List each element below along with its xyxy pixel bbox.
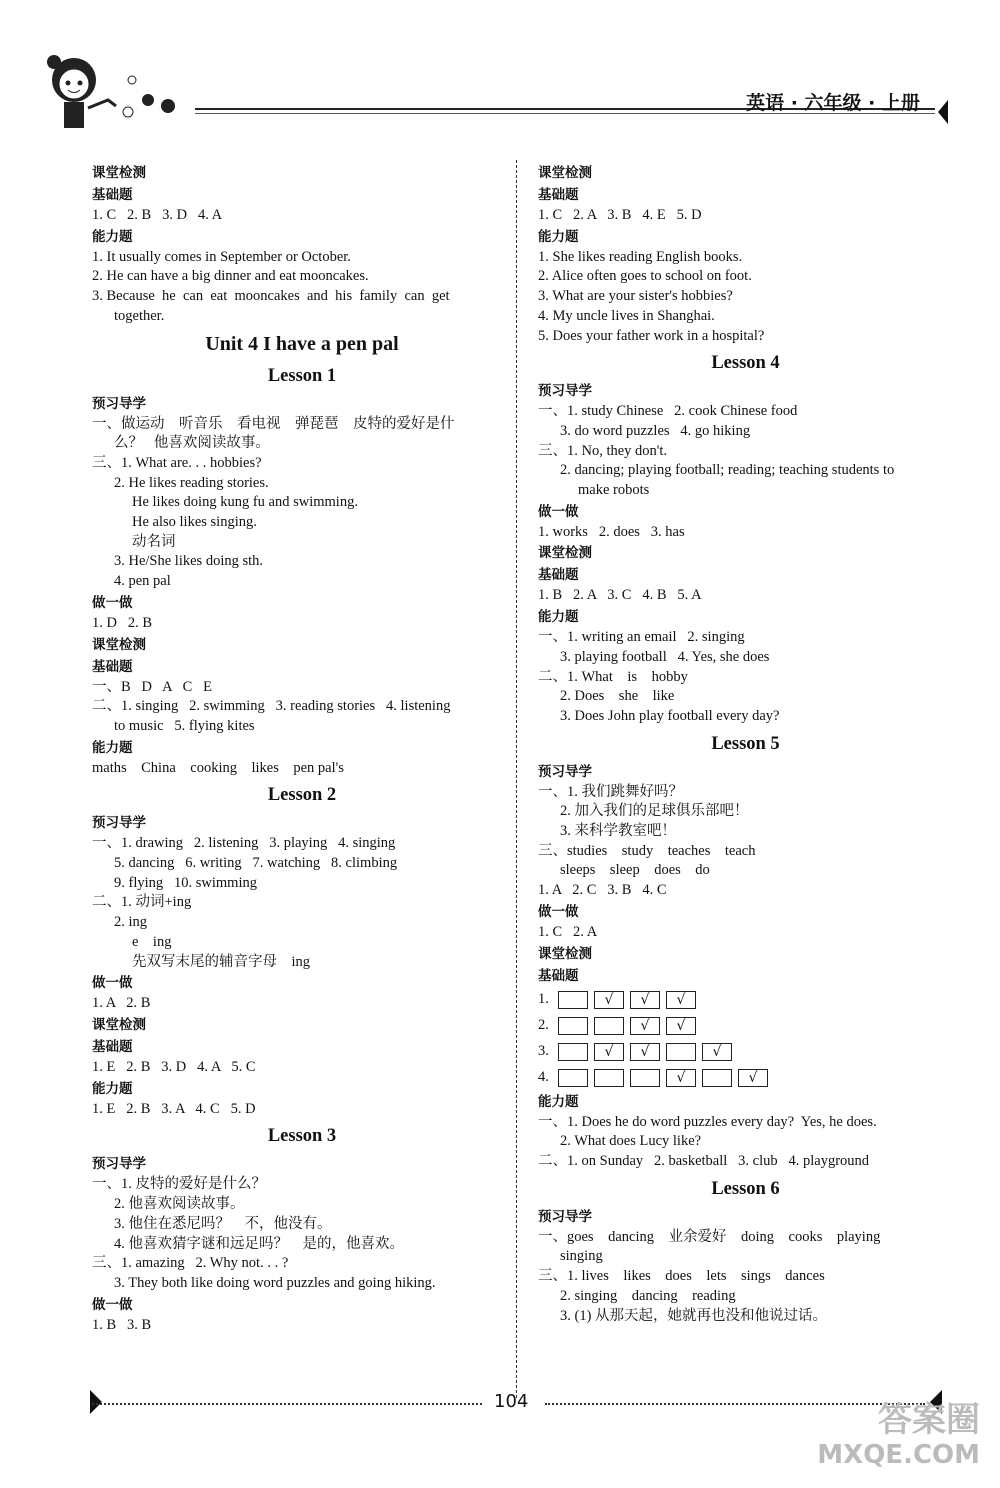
answer-line: 一、1. writing an email 2. singing — [538, 629, 745, 646]
lesson-heading: Lesson 5 — [711, 733, 780, 754]
empty-box — [630, 1069, 660, 1087]
section-label: 基础题 — [92, 658, 133, 675]
answer-line: 1. C 2. A — [538, 923, 598, 940]
section-label: 能力题 — [92, 739, 133, 756]
answer-line: 2. 他喜欢阅读故事。 — [114, 1196, 245, 1213]
section-label: 基础题 — [92, 1038, 133, 1055]
answer-line: 三、1. What are. . . hobbies? — [92, 454, 262, 471]
section-label: 基础题 — [538, 187, 579, 203]
answer-line: 一、做运动 听音乐 看电视 弹琵琶 皮特的爱好是什 — [92, 415, 455, 432]
answer-line: 2. Alice often goes to school on foot. — [538, 268, 752, 285]
empty-box — [558, 1069, 588, 1087]
answer-line: 一、1. drawing 2. listening 3. playing 4. singing — [92, 835, 396, 852]
answer-line: 二、1. What is hobby — [538, 668, 688, 685]
answer-line: 么？ 他喜欢阅读故事。 — [114, 435, 270, 452]
answer-line: 9. flying 10. swimming — [114, 874, 257, 891]
checkbox-row-number: 1. — [538, 991, 549, 1008]
section-label: 能力题 — [538, 609, 579, 626]
answer-line: 1. B 2. A 3. C 4. B 5. A — [538, 587, 702, 604]
section-label: 课堂检测 — [538, 545, 592, 562]
section-label: 做一做 — [92, 1296, 133, 1313]
answer-line: 先双写末尾的辅音字母 ing — [132, 953, 311, 970]
section-label: 预习导学 — [538, 1208, 592, 1225]
section-label: 课堂检测 — [92, 165, 146, 181]
checkbox-row — [538, 987, 953, 1013]
book-title: 英语 · 六年级 · 上册 — [746, 92, 920, 114]
right-column — [538, 162, 953, 1326]
answer-line: 3. He/She likes doing sth. — [114, 553, 264, 570]
answer-line: 1. A 2. B — [92, 995, 151, 1012]
answer-line: 三、1. No, they don't. — [538, 442, 668, 459]
checkbox-row — [538, 1013, 953, 1039]
section-label: 做一做 — [92, 975, 133, 992]
checkbox-row — [538, 1065, 953, 1091]
answer-line: 一、B D A C E — [92, 678, 213, 695]
section-label: 基础题 — [538, 967, 579, 984]
answer-line: e ing — [132, 933, 172, 950]
lesson-heading: Lesson 6 — [711, 1178, 780, 1199]
answer-line: 1. It usually comes in September or October. — [92, 248, 351, 265]
section-label: 基础题 — [92, 187, 133, 203]
lesson-heading: Lesson 3 — [267, 1126, 337, 1147]
empty-box — [666, 1043, 696, 1061]
answer-line: singing — [560, 1248, 603, 1265]
answer-line: together. — [114, 307, 165, 324]
answer-line: 2. 加入我们的足球俱乐部吧！ — [560, 803, 749, 820]
section-label: 能力题 — [92, 1080, 133, 1097]
footer-left-triangle-icon — [90, 1390, 102, 1414]
answer-line: 二、1. 动词+ing — [92, 894, 192, 911]
section-label: 基础题 — [538, 567, 579, 584]
section-label: 课堂检测 — [538, 165, 592, 181]
answer-line: sleeps sleep does do — [560, 862, 710, 879]
answer-line: He also likes singing. — [132, 514, 257, 531]
section-label: 做一做 — [92, 594, 133, 611]
answer-line: 5. dancing 6. writing 7. watching 8. climbing — [114, 855, 398, 872]
answer-line: make robots — [578, 482, 650, 499]
lesson-heading: Lesson 4 — [711, 353, 780, 374]
answer-line: 二、1. singing 2. swimming 3. reading stories 4. listening — [92, 698, 451, 715]
answer-line: 5. Does your father work in a hospital? — [538, 327, 765, 344]
answer-line: to music 5. flying kites — [114, 717, 255, 734]
answer-line: 1. B 3. B — [92, 1316, 152, 1333]
answer-line: 3. Because he can eat mooncakes and his family can get — [92, 288, 450, 305]
watermark-line2: MXQE.COM — [817, 1440, 980, 1470]
checkbox-row-number: 3. — [538, 1043, 549, 1060]
answer-line: 1. E 2. B 3. D 4. A 5. C — [92, 1058, 256, 1075]
answer-line: 2. He likes reading stories. — [114, 474, 269, 491]
answer-line: 2. He can have a big dinner and eat mooncakes. — [92, 268, 369, 285]
header-triangle-icon — [938, 100, 948, 124]
answer-line: 3. 来科学教室吧！ — [560, 823, 676, 840]
answer-line: 3. do word puzzles 4. go hiking — [560, 422, 751, 439]
girl-mascot-illustration — [28, 40, 188, 140]
section-label: 能力题 — [538, 228, 579, 245]
answer-line: 1. A 2. C 3. B 4. C — [538, 882, 667, 899]
answer-line: He likes doing kung fu and swimming. — [132, 494, 358, 511]
checked-box: √ — [594, 1043, 624, 1061]
answer-line: 三、studies study teaches teach — [538, 842, 756, 859]
answer-line: 动名词 — [132, 533, 176, 550]
checked-box: √ — [630, 1017, 660, 1035]
checked-box: √ — [630, 991, 660, 1009]
answer-line: 2. Does she like — [560, 688, 675, 705]
checked-box: √ — [666, 991, 696, 1009]
section-label: 能力题 — [92, 228, 133, 245]
answer-line: 1. C 2. B 3. D 4. A — [92, 207, 223, 223]
lesson-heading: Lesson 2 — [267, 785, 337, 806]
empty-box — [558, 1017, 588, 1035]
answer-line: 2. dancing; playing football; reading; teaching students to — [560, 462, 895, 479]
section-label: 课堂检测 — [92, 636, 146, 653]
answer-line: 一、1. 我们跳舞好吗？ — [538, 783, 683, 800]
empty-box — [558, 991, 588, 1009]
column-divider — [516, 160, 517, 1398]
checked-box: √ — [666, 1017, 696, 1035]
answer-line: 二、1. on Sunday 2. basketball 3. club 4. playground — [538, 1152, 870, 1169]
answer-line: 2. ing — [114, 914, 148, 931]
empty-box — [594, 1069, 624, 1087]
section-label: 预习导学 — [92, 815, 146, 832]
answer-line: 3. What are your sister's hobbies? — [538, 288, 733, 305]
section-label: 预习导学 — [92, 395, 146, 412]
answer-line: 一、1. Does he do word puzzles every day? Yes, he does. — [538, 1113, 877, 1130]
section-label: 课堂检测 — [538, 945, 592, 962]
empty-box — [594, 1017, 624, 1035]
checked-box: √ — [738, 1069, 768, 1087]
unit-heading: Unit 4 I have a pen pal — [205, 332, 399, 355]
answer-line: 3. Does John play football every day? — [560, 707, 780, 724]
answer-line: 三、1. lives likes does lets sings dances — [538, 1268, 825, 1285]
section-label: 做一做 — [538, 903, 579, 920]
checked-box: √ — [594, 991, 624, 1009]
answer-line: 1. C 2. A 3. B 4. E 5. D — [538, 207, 702, 223]
checked-box: √ — [630, 1043, 660, 1061]
answer-line: 3. They both like doing word puzzles and going hiking. — [114, 1274, 436, 1291]
section-label: 预习导学 — [538, 383, 592, 400]
answer-line: 一、goes dancing 业余爱好 doing cooks playing — [538, 1228, 881, 1245]
answer-line: 3. 他住在悉尼吗？ 不，他没有。 — [114, 1215, 332, 1232]
answer-line: 1. She likes reading English books. — [538, 248, 743, 265]
answer-line: 一、1. 皮特的爱好是什么？ — [92, 1176, 266, 1193]
answer-line: 4. pen pal — [114, 573, 171, 590]
page-number: 104 — [494, 1391, 529, 1412]
footer-dotted-rule-left — [92, 1403, 482, 1405]
section-label: 预习导学 — [538, 763, 592, 780]
checkbox-row — [538, 1039, 953, 1065]
lesson-heading: Lesson 1 — [267, 365, 337, 386]
answer-line: 三、1. amazing 2. Why not. . . ? — [92, 1255, 289, 1272]
answer-line: 3. (1) 从那天起，她就再也没和他说过话。 — [560, 1307, 828, 1324]
answer-line: 4. My uncle lives in Shanghai. — [538, 307, 715, 324]
section-label: 预习导学 — [92, 1156, 146, 1173]
section-label: 能力题 — [538, 1093, 579, 1110]
left-column — [92, 162, 512, 1335]
answer-line: 一、1. study Chinese 2. cook Chinese food — [538, 403, 798, 420]
watermark — [817, 1400, 980, 1470]
answer-line: 1. works 2. does 3. has — [538, 523, 685, 540]
answer-line: 4. 他喜欢猜字谜和远足吗？ 是的，他喜欢。 — [114, 1235, 404, 1252]
answer-line: 2. singing dancing reading — [560, 1287, 736, 1304]
empty-box — [702, 1069, 732, 1087]
empty-box — [558, 1043, 588, 1061]
checked-box: √ — [666, 1069, 696, 1087]
answer-line: maths China cooking likes pen pal's — [92, 759, 344, 776]
answer-line: 2. What does Lucy like? — [560, 1133, 702, 1150]
checkbox-row-number: 4. — [538, 1069, 549, 1086]
section-label: 课堂检测 — [92, 1016, 146, 1033]
watermark-line1: 答案圈 — [878, 1400, 980, 1440]
checked-box: √ — [702, 1043, 732, 1061]
answer-line: 1. E 2. B 3. A 4. C 5. D — [92, 1100, 256, 1117]
answer-line: 1. D 2. B — [92, 614, 153, 631]
answer-line: 3. playing football 4. Yes, she does — [560, 648, 770, 665]
checkbox-row-number: 2. — [538, 1017, 549, 1034]
section-label: 做一做 — [538, 503, 579, 520]
